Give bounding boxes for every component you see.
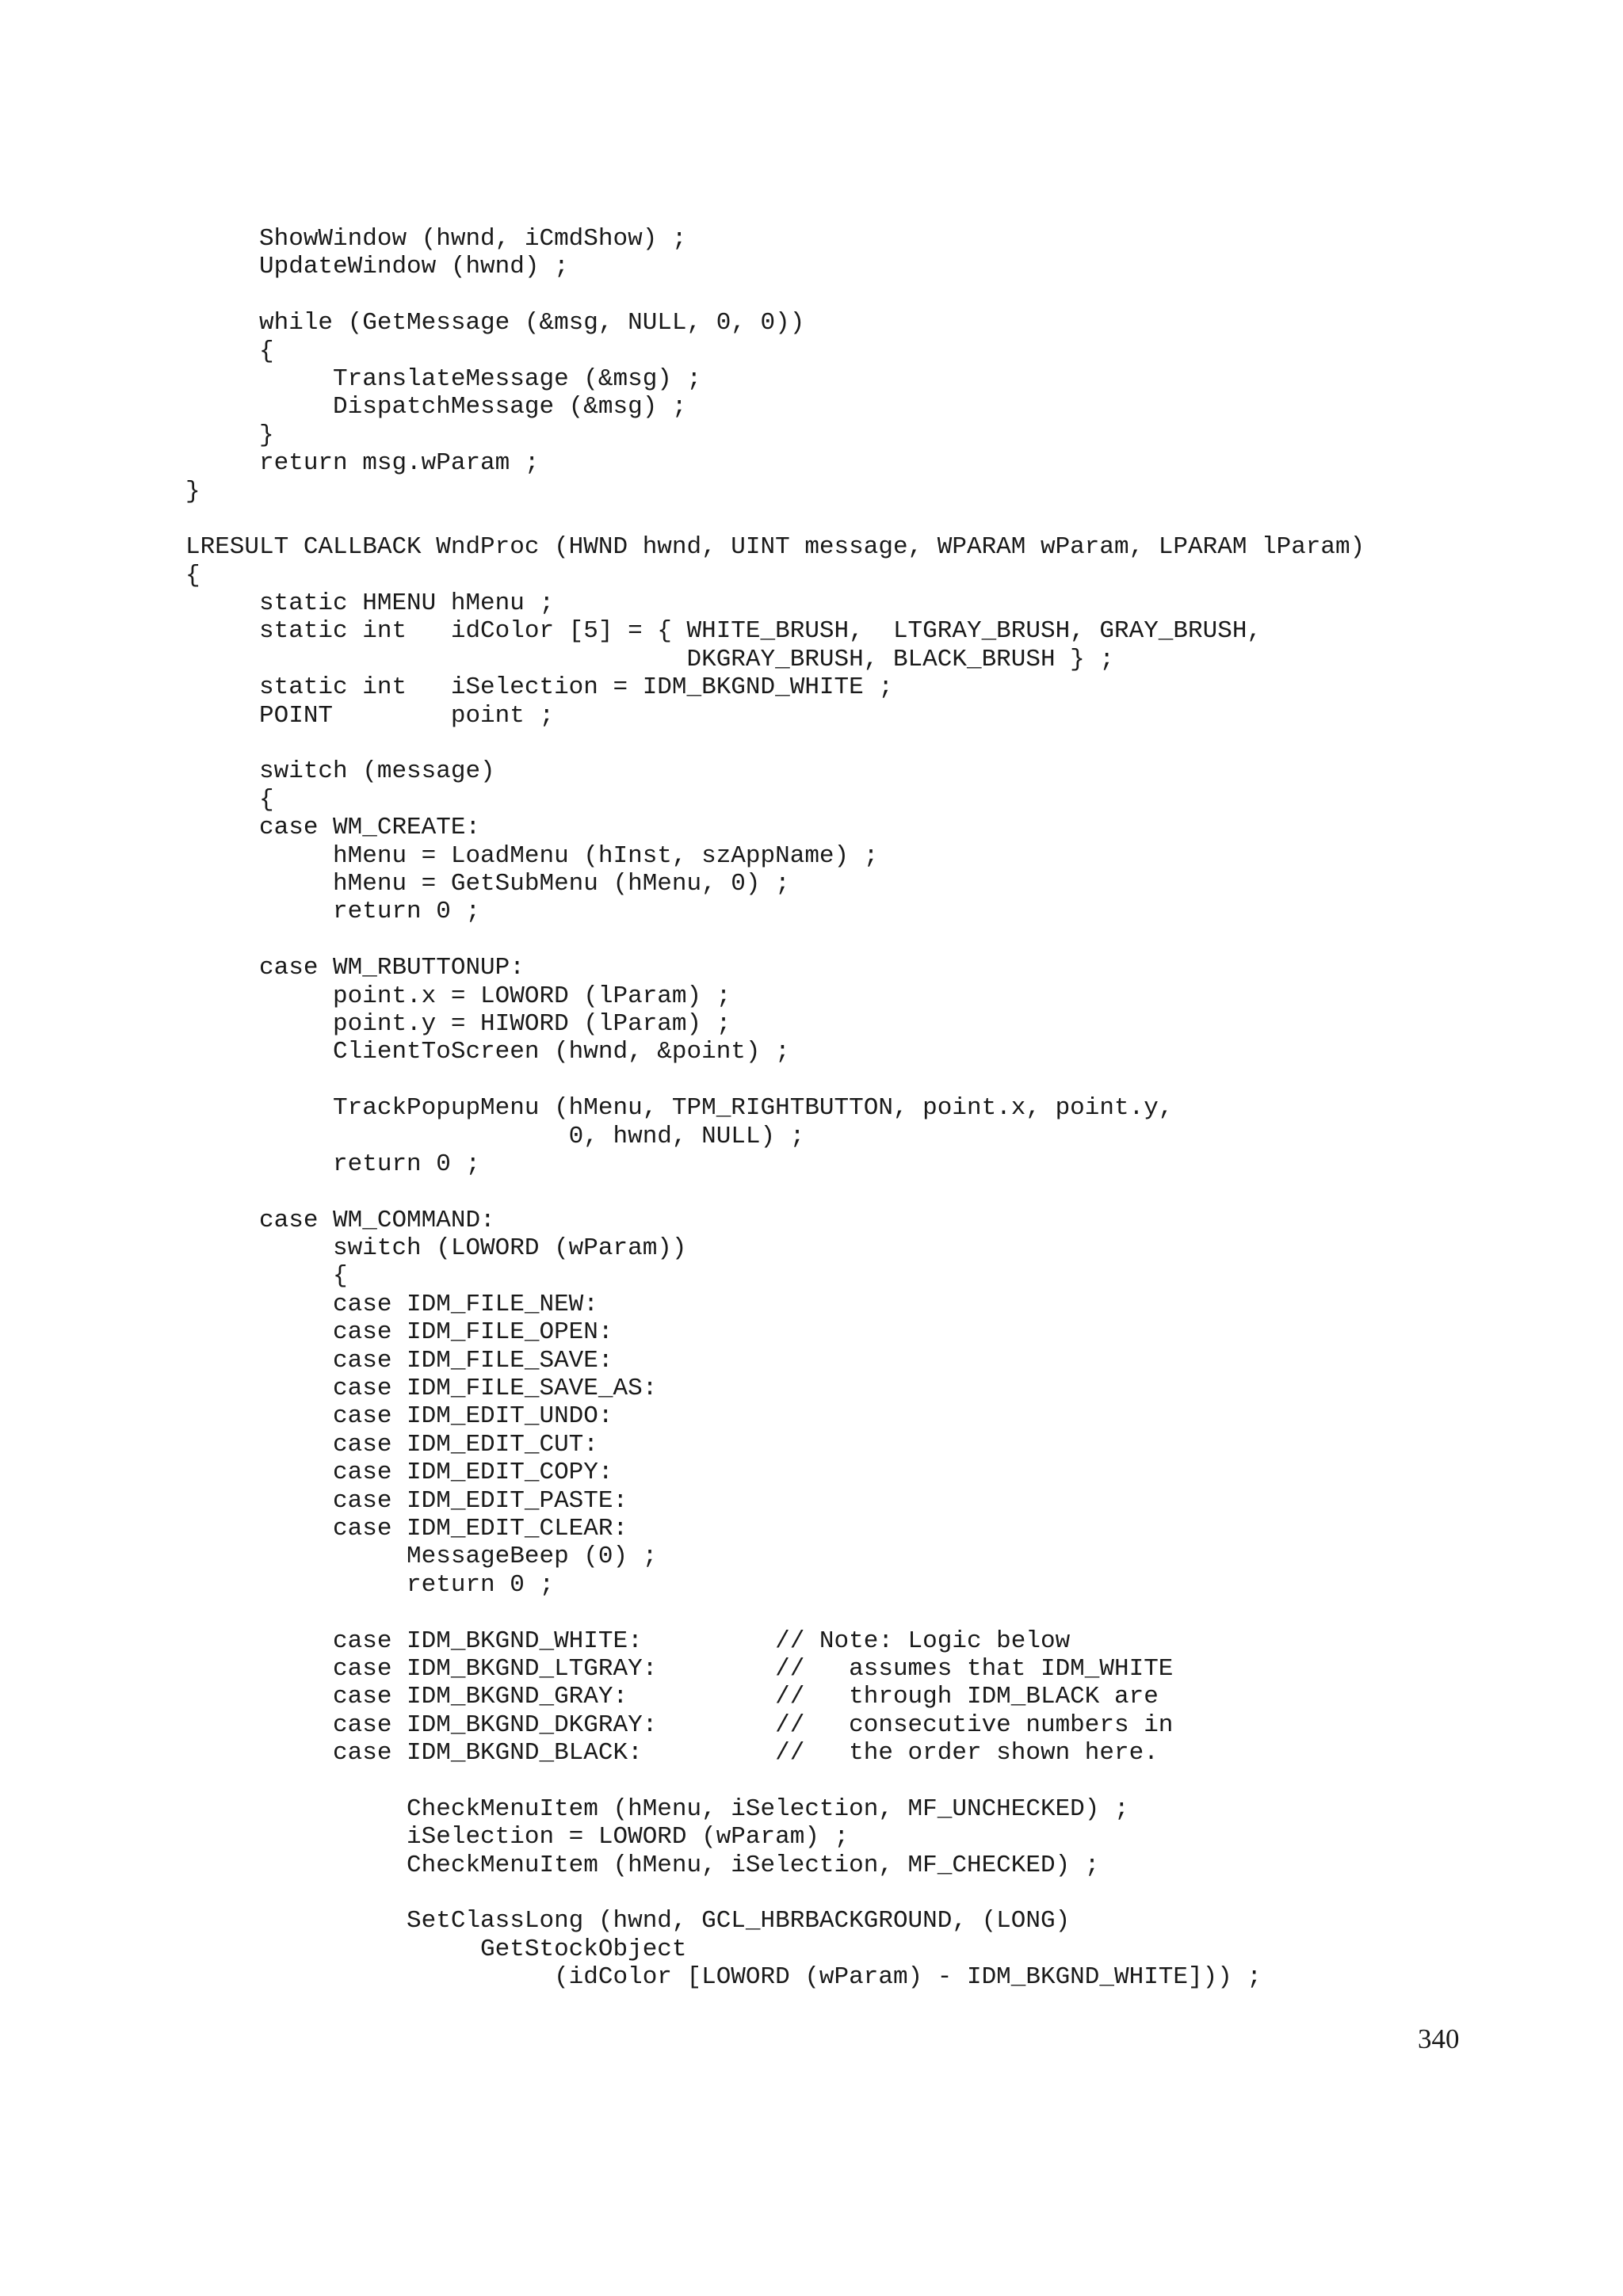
code-line: return msg.wParam ;	[185, 449, 540, 478]
code-line: case IDM_EDIT_COPY:	[185, 1459, 613, 1487]
code-line: {	[185, 337, 274, 365]
code-line: static int idColor [5] = { WHITE_BRUSH, LTGRAY_BRUSH, GRAY_BRUSH,	[185, 617, 1262, 646]
code-line: (idColor [LOWORD (wParam) - IDM_BKGND_WHITE])) ;	[185, 1963, 1262, 1992]
code-line: TranslateMessage (&msg) ;	[185, 364, 702, 393]
code-line: {	[185, 1262, 348, 1291]
code-line: case IDM_EDIT_PASTE:	[185, 1486, 628, 1515]
code-line	[185, 281, 1365, 309]
code-line: case IDM_BKGND_WHITE: // Note: Logic below	[185, 1627, 1071, 1655]
code-line: POINT point ;	[185, 701, 555, 730]
code-line: ClientToScreen (hwnd, &point) ;	[185, 1038, 790, 1066]
code-line: case IDM_BKGND_DKGRAY: // consecutive numbers in	[185, 1711, 1174, 1739]
code-line	[185, 505, 1365, 533]
code-line: iSelection = LOWORD (wParam) ;	[185, 1823, 850, 1852]
code-line: }	[185, 421, 274, 449]
code-line: {	[185, 561, 200, 589]
code-line: case IDM_EDIT_UNDO:	[185, 1402, 613, 1431]
code-line: 0, hwnd, NULL) ;	[185, 1122, 805, 1150]
code-line: GetStockObject	[185, 1935, 687, 1963]
code-line	[185, 730, 1365, 757]
code-line: case IDM_FILE_SAVE:	[185, 1346, 613, 1375]
code-line: static int iSelection = IDM_BKGND_WHITE ;	[185, 673, 893, 702]
code-line: return 0 ;	[185, 898, 481, 926]
code-line: hMenu = LoadMenu (hInst, szAppName) ;	[185, 841, 879, 870]
code-line: case IDM_FILE_SAVE_AS:	[185, 1375, 658, 1403]
code-line: UpdateWindow (hwnd) ;	[185, 253, 569, 281]
code-line: ShowWindow (hwnd, iCmdShow) ;	[185, 225, 687, 253]
code-line: TrackPopupMenu (hMenu, TPM_RIGHTBUTTON, point.x, point.y,	[185, 1094, 1174, 1123]
code-line	[185, 1599, 1365, 1627]
code-line: CheckMenuItem (hMenu, iSelection, MF_CHECKED) ;	[185, 1851, 1100, 1879]
code-line: MessageBeep (0) ;	[185, 1543, 658, 1571]
code-line: case WM_CREATE:	[185, 814, 481, 842]
code-line: case IDM_FILE_OPEN:	[185, 1318, 613, 1347]
code-line: case IDM_FILE_NEW:	[185, 1290, 598, 1318]
code-line: }	[185, 477, 200, 505]
code-line: switch (message)	[185, 757, 495, 786]
code-line: {	[185, 785, 274, 814]
code-listing	[185, 225, 1365, 1992]
code-line: static HMENU hMenu ;	[185, 589, 555, 618]
code-line: case IDM_BKGND_LTGRAY: // assumes that IDM_WHITE	[185, 1654, 1174, 1683]
code-line: return 0 ;	[185, 1150, 481, 1178]
code-line: case WM_COMMAND:	[185, 1206, 495, 1234]
code-line: SetClassLong (hwnd, GCL_HBRBACKGROUND, (LONG)	[185, 1907, 1071, 1936]
code-line: DispatchMessage (&msg) ;	[185, 393, 687, 421]
code-line	[185, 1767, 1365, 1794]
code-line: case IDM_EDIT_CLEAR:	[185, 1514, 628, 1543]
code-line: DKGRAY_BRUSH, BLACK_BRUSH } ;	[185, 645, 1114, 673]
code-line: CheckMenuItem (hMenu, iSelection, MF_UNCHECKED) ;	[185, 1794, 1129, 1823]
code-line	[185, 1879, 1365, 1907]
code-line: switch (LOWORD (wParam))	[185, 1234, 687, 1263]
page-number: 340	[1418, 2023, 1460, 2054]
code-line: hMenu = GetSubMenu (hMenu, 0) ;	[185, 869, 790, 898]
code-line: while (GetMessage (&msg, NULL, 0, 0))	[185, 309, 805, 338]
code-line: return 0 ;	[185, 1570, 555, 1599]
code-line	[185, 1178, 1365, 1206]
code-line: point.y = HIWORD (lParam) ;	[185, 1009, 731, 1038]
code-line: case WM_RBUTTONUP:	[185, 954, 525, 982]
code-line: case IDM_BKGND_BLACK: // the order shown here.	[185, 1739, 1159, 1768]
code-line: case IDM_EDIT_CUT:	[185, 1430, 598, 1459]
code-line: case IDM_BKGND_GRAY: // through IDM_BLACK are	[185, 1683, 1159, 1711]
code-line	[185, 926, 1365, 954]
code-line: LRESULT CALLBACK WndProc (HWND hwnd, UINT message, WPARAM wParam, LPARAM lParam)	[185, 533, 1365, 562]
code-line: point.x = LOWORD (lParam) ;	[185, 982, 731, 1010]
code-line	[185, 1066, 1365, 1094]
